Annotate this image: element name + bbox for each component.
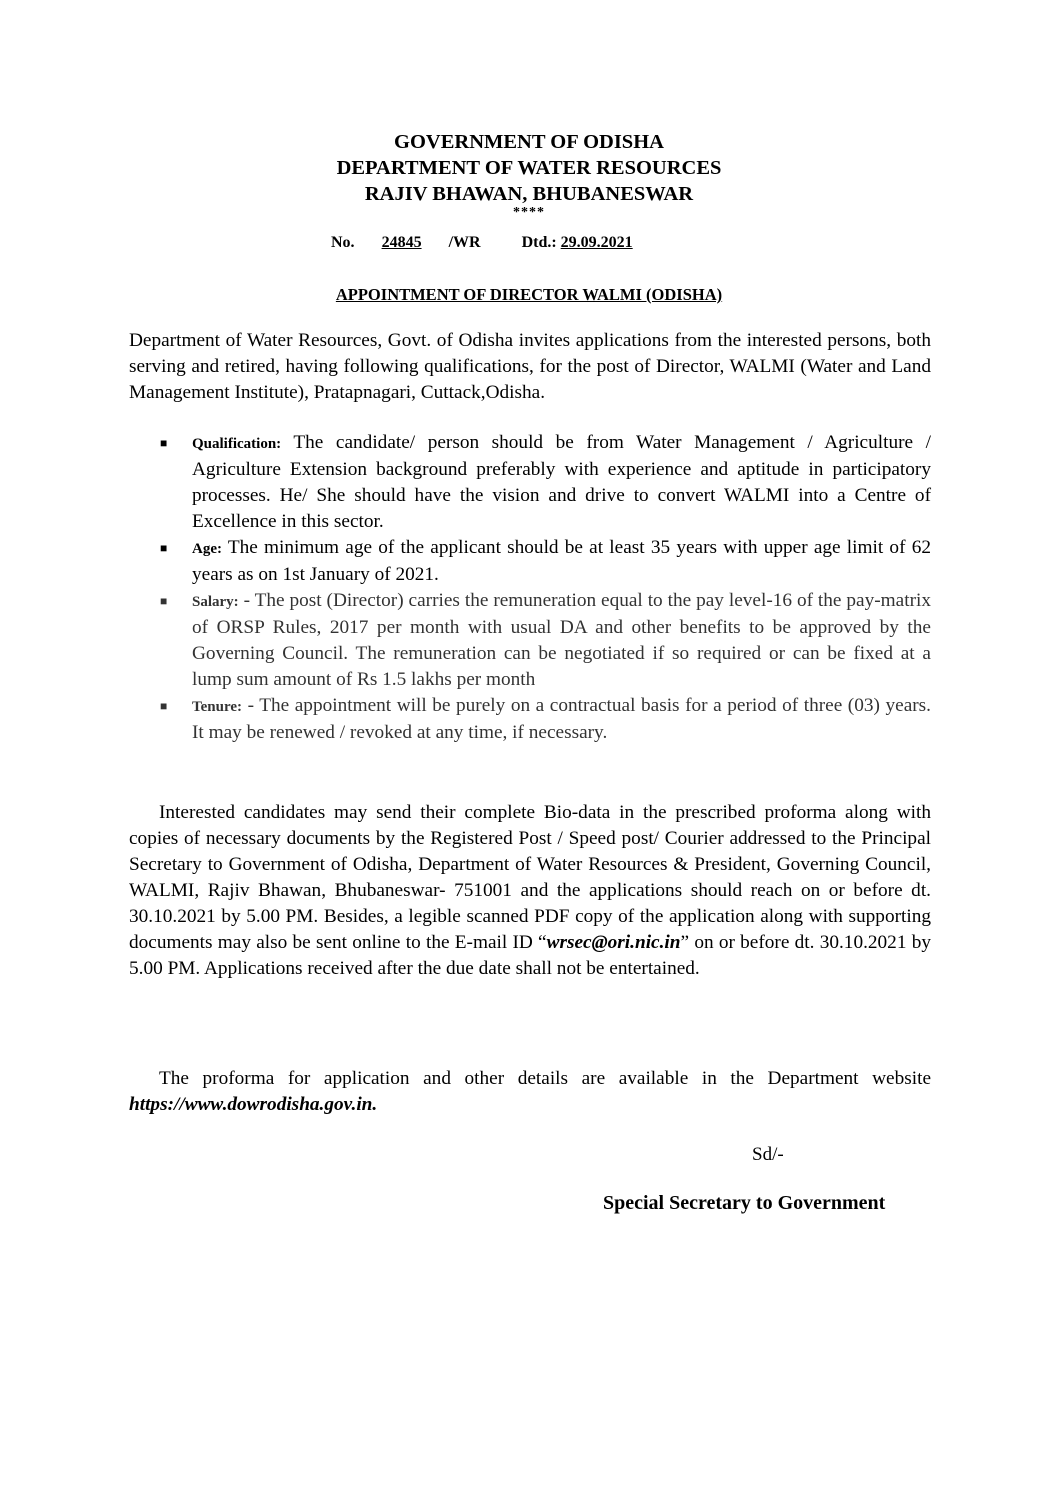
header-government: GOVERNMENT OF ODISHA bbox=[394, 131, 664, 153]
proforma-text: The proforma for application and other details are available in the Department website bbox=[159, 1068, 931, 1089]
criteria-label: Age: bbox=[192, 541, 222, 557]
application-text: Interested candidates may send their complete Bio-data in the prescribed proforma along with copies of necessary documents by the Registered Post / Speed post/ Courier addressed to the Principal Secretary to Government of Odisha, Department of Water Resources & President, Governing Council, WALMI, Rajiv Bhawan, Bhubaneswar- 751001 and the applications should reach on or before dt. 30.10.2021 by 5.00 PM. Besides, a legible scanned PDF copy of the application along with supporting documents may also be sent online to the E-mail ID “ bbox=[129, 802, 931, 953]
reference-no-label: No. bbox=[331, 234, 355, 251]
criteria-label: Salary: bbox=[192, 594, 239, 610]
intro-paragraph: Department of Water Resources, Govt. of Odisha invites applications from the interested persons, both serving and retired, having following qualifications, for the post of Director, WALMI (Water and Land Management Institute), Pratapnagari, Cuttack,Odisha. bbox=[129, 330, 931, 403]
criteria-list bbox=[129, 430, 931, 746]
criteria-text: - The post (Director) carries the remuneration equal to the pay level-16 of the pay-matrix of ORSP Rules, 2017 per month with usual DA and other benefits to be approved by the Governing Council. The remuneration can be negotiated if so required or can be fixed at a lump sum amount of Rs 1.5 lakhs per month bbox=[192, 590, 931, 690]
email-address: wrsec@ori.nic.in bbox=[546, 932, 681, 953]
criteria-label: Tenure: bbox=[192, 699, 243, 715]
square-bullet-icon: ■ bbox=[160, 699, 168, 713]
square-bullet-icon: ■ bbox=[160, 436, 168, 450]
reference-suffix: /WR bbox=[448, 234, 481, 251]
application-paragraph bbox=[129, 800, 931, 982]
square-bullet-icon: ■ bbox=[160, 541, 168, 555]
header-department: DEPARTMENT OF WATER RESOURCES bbox=[336, 157, 722, 179]
reference-date-label: Dtd.: bbox=[521, 234, 557, 251]
application-text-end: ” on or before dt. 30.10.2021 by 5.00 PM. Applications received after the due date shall not be entertained. bbox=[129, 932, 931, 979]
notice-subject: APPOINTMENT OF DIRECTOR WALMI (ODISHA) bbox=[335, 285, 723, 304]
criteria-item-age bbox=[129, 535, 931, 588]
criteria-text: - The appointment will be purely on a contractual basis for a period of three (03) years. It may be renewed / revoked at any time, if necessary. bbox=[192, 695, 931, 743]
signature-sd: Sd/- bbox=[752, 1144, 784, 1165]
proforma-paragraph bbox=[129, 1066, 931, 1118]
signatory-designation: Special Secretary to Government bbox=[603, 1192, 886, 1214]
reference-date: 29.09.2021 bbox=[560, 234, 633, 251]
reference-line bbox=[331, 234, 633, 252]
criteria-text: The candidate/ person should be from Water Management / Agriculture / Agriculture Extension background preferably with experience and aptitude in participatory processes. He/ She should have the vision and drive to convert WALMI into a Centre of Excellence in this sector. bbox=[192, 432, 931, 532]
criteria-item-salary bbox=[129, 588, 931, 693]
reference-number: 24845 bbox=[381, 234, 422, 251]
criteria-text: The minimum age of the applicant should be at least 35 years with upper age limit of 62 years as on 1st January of 2021. bbox=[192, 537, 931, 585]
criteria-item-qualification bbox=[129, 430, 931, 535]
header-address: RAJIV BHAWAN, BHUBANESWAR bbox=[364, 183, 694, 205]
square-bullet-icon: ■ bbox=[160, 594, 168, 608]
criteria-item-tenure bbox=[129, 693, 931, 746]
website-link: https://www.dowrodisha.gov.in. bbox=[129, 1094, 378, 1115]
header-separator: **** bbox=[513, 205, 545, 220]
criteria-label: Qualification: bbox=[192, 436, 282, 452]
